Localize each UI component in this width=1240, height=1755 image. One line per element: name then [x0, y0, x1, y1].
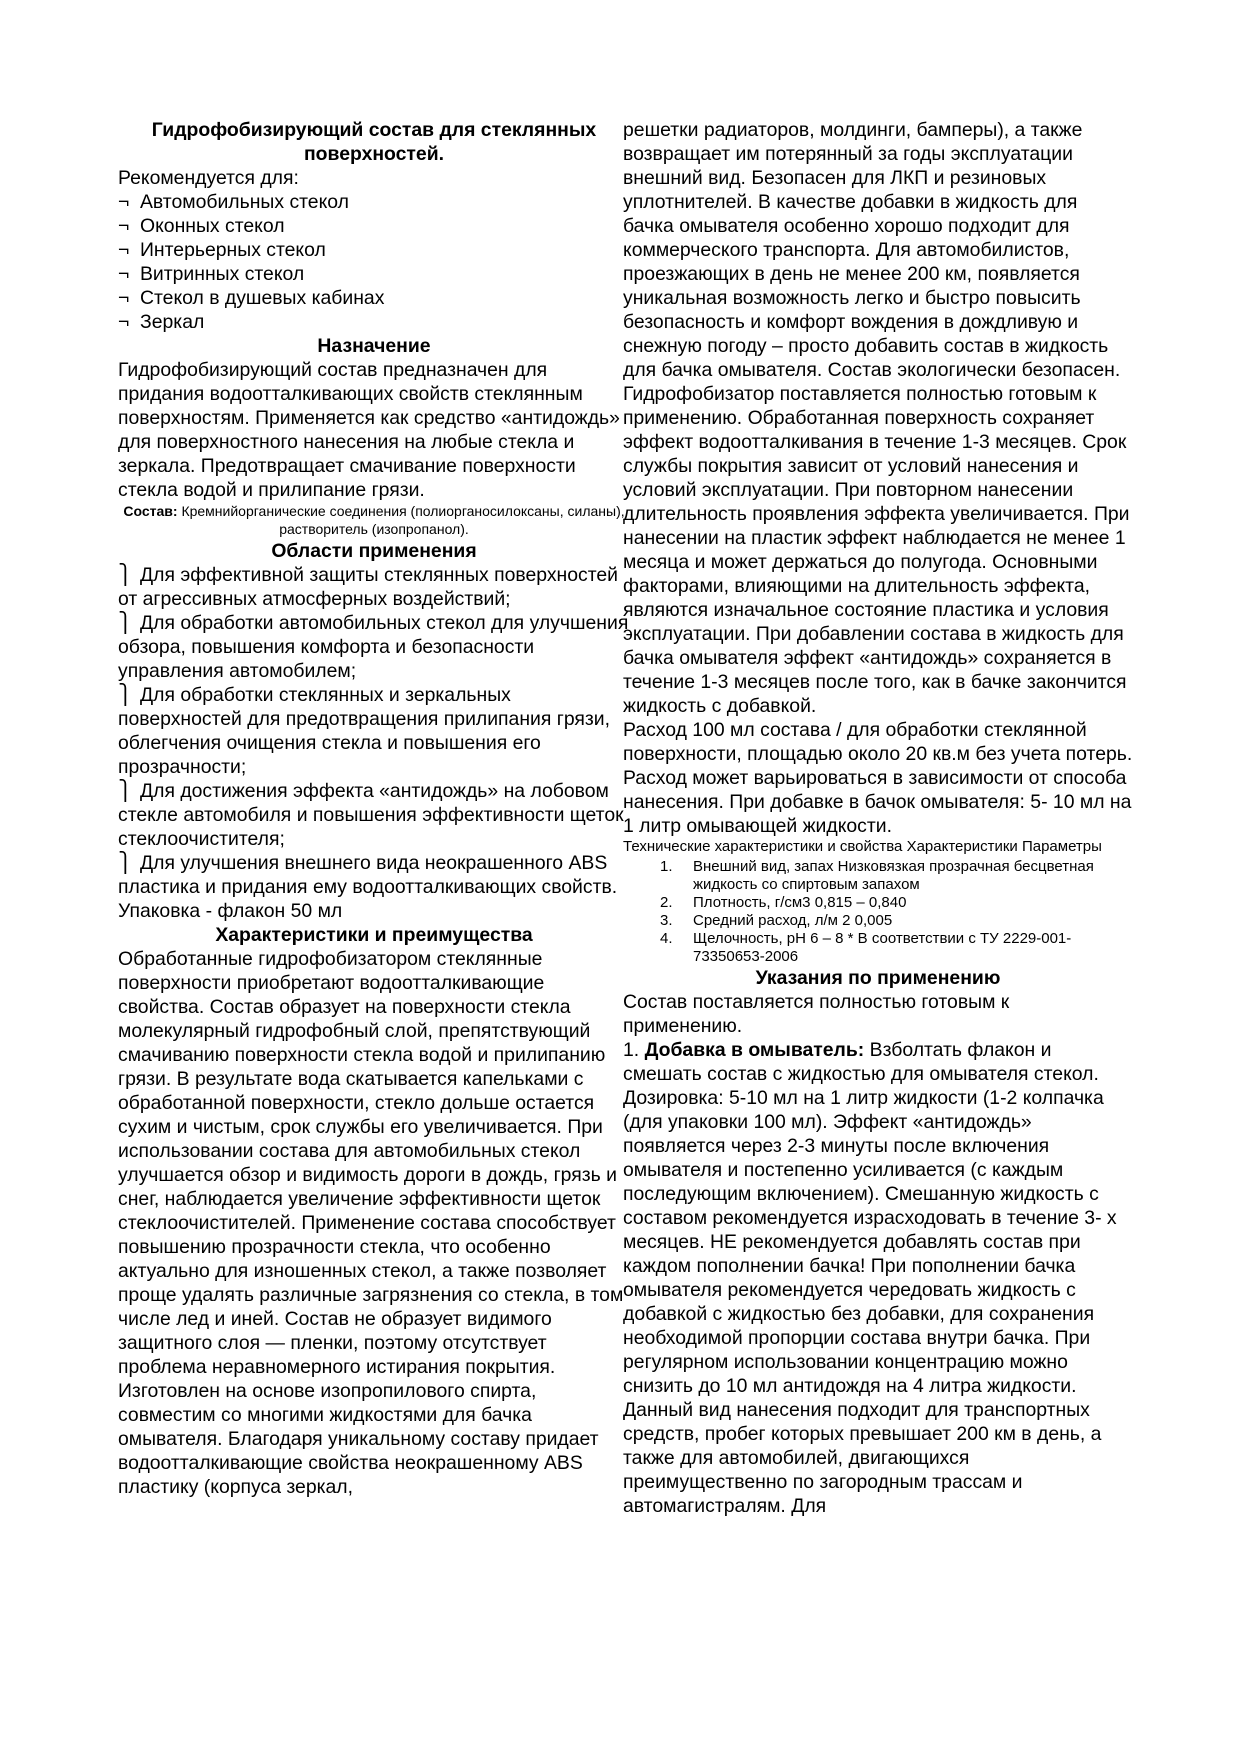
usage-heading: Указания по применению [755, 967, 1001, 989]
purpose-heading: Назначение [317, 335, 431, 357]
bracket-bullet-icon: ⎫ [118, 612, 133, 634]
recommended-item: ¬ Стекол в душевых кабинах [118, 287, 385, 309]
packaging-text: Упаковка - флакон 50 мл [118, 900, 343, 922]
bullet-icon: ¬ [118, 311, 130, 333]
bullet-icon: ¬ [118, 263, 130, 285]
bracket-bullet-icon: ⎫ [118, 852, 133, 874]
bullet-icon: ¬ [118, 239, 130, 261]
document-title: Гидрофобизирующий состав для стеклянных поверхностей. [151, 119, 597, 165]
usage-step-label: Добавка в омыватель: [644, 1039, 865, 1061]
purpose-text: Гидрофобизирующий состав предназначен для придания водоотталкивающих свойств стеклянным поверхностям. Применяется как средство «антидождь» для поверхностного нанесения на любые стекла и зеркала. Предотвращает смачивание поверхности стекла водой и прилипание грязи. [118, 359, 620, 501]
areas-heading: Области применения [271, 540, 477, 562]
specs-list [623, 858, 1133, 966]
features-continued-text: решетки радиаторов, молдинги, бамперы), а также возвращает им потерянный за годы эксплуатации внешний вид. Безопасен для ЛКП и резиновых уплотнителей. В качестве добавки в жидкость для бачка омывателя особенно хорошо подходит для коммерческого транспорта. Для автомобилистов, проезжающих в день не менее 200 км, появляется уникальная возможность легко и быстро повысить безопасность и комфорт вождения в дождливую и снежную погоду – просто добавить состав в жидкость для бачка омывателя. Состав экологически безопасен. Гидрофобизатор поставляется полностью готовым к применению. Обработанная поверхность сохраняет эффект водоотталкивания в течение 1-3 месяцев. Срок службы покрытия зависит от условий нанесения и условий эксплуатации. При повторном нанесении длительность проявления эффекта увеличивается. При нанесении на пластик эффект наблюдается не менее 1 месяца и может держаться до полугода. Основными факторами, влияющими на длительность эффекта, являются изначальное состояние пластика и условия эксплуатации. При добавлении состава в жидкость для бачка омывателя эффект «антидождь» сохраняется в течение 1-3 месяцев после того, как в бачке закончится жидкость с добавкой. [623, 119, 1130, 717]
consumption-text: Расход 100 мл состава / для обработки стеклянной поверхности, площадью около 20 кв.м без учета потерь. Расход может варьироваться в зависимости от способа нанесения. При добавке в бачок омывателя: 5- 10 мл на 1 литр омывающей жидкости. [623, 719, 1133, 837]
usage-intro: Состав поставляется полностью готовым к применению. [623, 991, 1010, 1037]
areas-item: ⎫ Для обработки стеклянных и зеркальных поверхностей для предотвращения прилипания грязи, облегчения очищения стекла и повышения его прозрачности; [118, 684, 611, 778]
recommended-heading: Рекомендуется для: [118, 167, 299, 189]
bracket-bullet-icon: ⎫ [118, 684, 133, 706]
areas-item: ⎫ Для улучшения внешнего вида неокрашенного ABS пластика и придания ему водоотталкивающих свойств. [118, 852, 618, 898]
recommended-item: ¬ Интерьерных стекол [118, 239, 326, 261]
recommended-item: ¬ Зеркал [118, 311, 205, 333]
composition-text: Состав: Кремнийорганические соединения (полиорганосилоксаны, силаны), растворитель (изопропанол). [123, 503, 625, 537]
spec-item: 3. Средний расход, л/м 2 0,005 [660, 912, 893, 929]
specs-heading: Технические характеристики и свойства Характеристики Параметры [623, 838, 1102, 855]
usage-step: 1. Добавка в омыватель: Взболтать флакон и смешать состав с жидкостью для омывателя стекол. Дозировка: 5-10 мл на 1 литр жидкости (1-2 колпачка (для упаковки 100 мл). Эффект «антидождь» появляется через 2-3 минуты после включения омывателя и постепенно усиливается (с каждым последующим включением). Смешанную жидкость с составом рекомендуется израсходовать в течение 3- х месяцев. НЕ рекомендуется добавлять состав при каждом пополнении бачка! При пополнении бачка омывателя рекомендуется чередовать жидкость с добавкой с жидкостью без добавки, для сохранения необходимой пропорции состава внутри бачка. При регулярном использовании концентрацию можно снизить до 10 мл антидождя на 4 литра жидкости. Данный вид нанесения подходит для транспортных средств, пробег которых превышает 200 км в день, а также для автомобилей, двигающихся преимущественно по загородным трассам и автомагистралям. Для [623, 1039, 1117, 1517]
spec-item: 4. Щелочность, pH 6 – 8 * В соответствии с ТУ 2229-001-73350653-2006 [660, 930, 1072, 965]
spec-item: 1. Внешний вид, запах Низковязкая прозрачная бесцветная жидкость со спиртовым запахом [660, 858, 1094, 893]
spec-item: 2. Плотность, г/см3 0,815 – 0,840 [660, 894, 907, 911]
left-column [118, 118, 630, 1499]
recommended-item: ¬ Витринных стекол [118, 263, 305, 285]
bracket-bullet-icon: ⎫ [118, 780, 133, 802]
recommended-item: ¬ Оконных стекол [118, 215, 285, 237]
right-column [623, 118, 1133, 1518]
bullet-icon: ¬ [118, 191, 130, 213]
features-heading: Характеристики и преимущества [215, 924, 533, 946]
areas-item: ⎫ Для эффективной защиты стеклянных поверхностей от агрессивных атмосферных воздействий; [118, 564, 618, 610]
recommended-item: ¬ Автомобильных стекол [118, 191, 349, 213]
composition-label: Состав: [123, 503, 178, 519]
areas-list [118, 563, 630, 899]
bracket-bullet-icon: ⎫ [118, 564, 133, 586]
bullet-icon: ¬ [118, 287, 130, 309]
bullet-icon: ¬ [118, 215, 130, 237]
features-text: Обработанные гидрофобизатором стеклянные поверхности приобретают водоотталкивающие свойства. Состав образует на поверхности стекла молекулярный гидрофобный слой, препятствующий смачиванию поверхности стекла водой и прилипанию грязи. В результате вода скатывается капельками с обработанной поверхности, стекло дольше остается сухим и чистым, срок службы его увеличивается. При использовании состава для автомобильных стекол улучшается обзор и видимость дороги в дождь, грязь и снег, наблюдается увеличение эффективности щеток стеклоочистителей. Применение состава способствует повышению прозрачности стекла, что особенно актуально для изношенных стекол, а также позволяет проще удалять различные загрязнения со стекла, в том числе лед и иней. Состав не образует видимого защитного слоя — пленки, поэтому отсутствует проблема неравномерного истирания покрытия. Изготовлен на основе изопропилового спирта, совместим со многими жидкостями для бачка омывателя. Благодаря уникальному составу придает водоотталкивающие свойства неокрашенному ABS пластику (корпуса зеркал, [118, 948, 624, 1498]
recommended-list [118, 190, 630, 334]
areas-item: ⎫ Для обработки автомобильных стекол для улучшения обзора, повышения комфорта и безопасности управления автомобилем; [118, 612, 629, 682]
areas-item: ⎫ Для достижения эффекта «антидождь» на лобовом стекле автомобиля и повышения эффективности щеток стеклоочистителя; [118, 780, 624, 850]
